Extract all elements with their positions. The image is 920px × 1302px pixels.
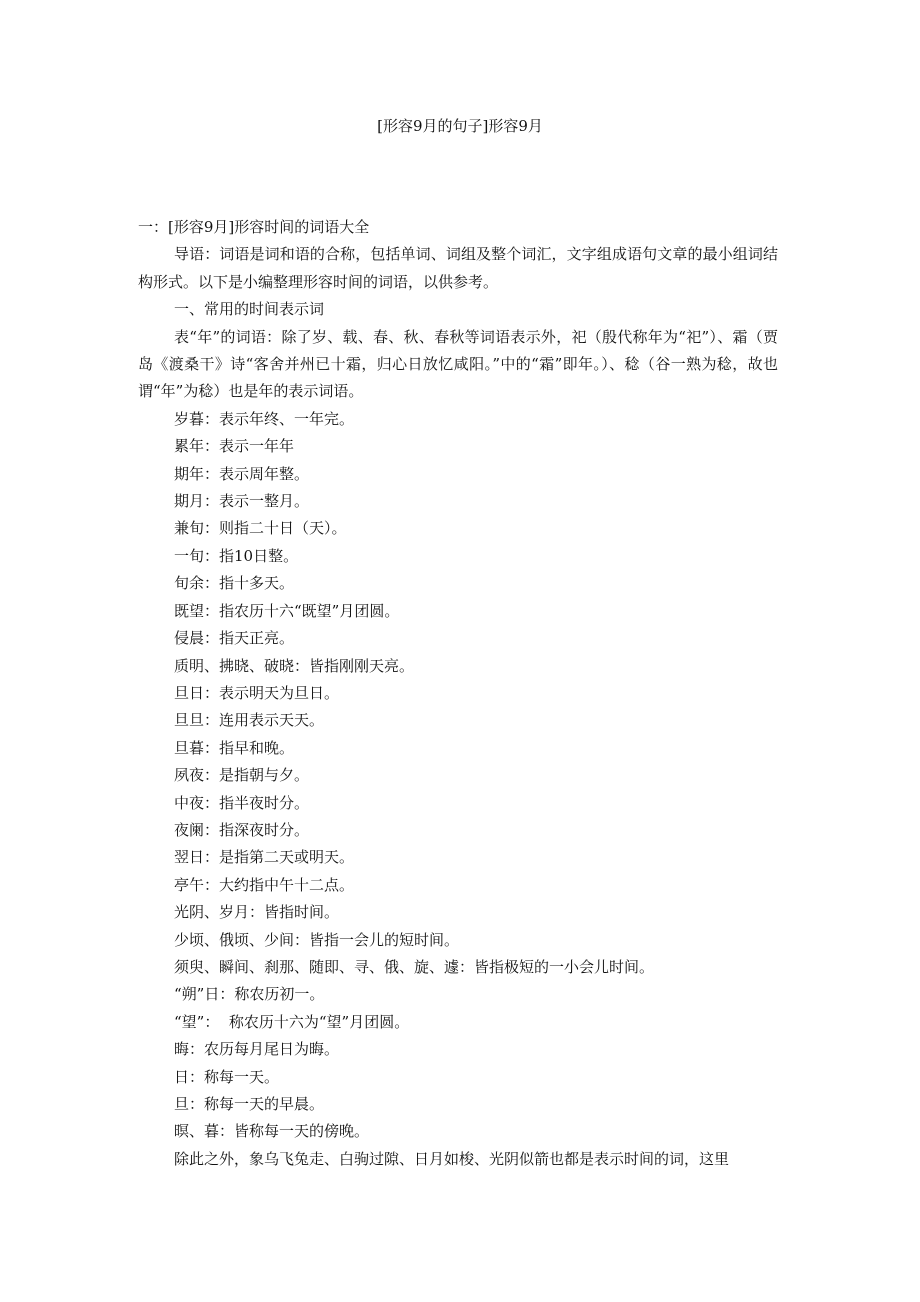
term-entry: 旬余：指十多天。 <box>174 574 295 593</box>
term-entry: 暝、暮：皆称每一天的傍晚。 <box>174 1122 370 1141</box>
term-entry: 质明、拂晓、破晓：皆指刚刚天亮。 <box>174 656 415 675</box>
term-entry: 兼旬：则指二十日（天）。 <box>174 519 347 538</box>
term-entry: 旦暮：指早和晚。 <box>174 738 295 757</box>
document-title: [形容9月的句子]形容9月 <box>377 117 543 135</box>
term-entry: 晦：农历每月尾日为晦。 <box>174 1040 340 1059</box>
section-heading: 一：[形容9月]形容时间的词语大全 <box>138 218 370 236</box>
term-entry: 岁暮：表示年终、一年完。 <box>174 409 355 428</box>
term-entry: 旦旦：连用表示天天。 <box>174 711 325 730</box>
term-entry: 侵晨：指天正亮。 <box>174 629 295 648</box>
subheading: 一、常用的时间表示词 <box>174 300 325 319</box>
term-entry: “朔”日：称农历初一。 <box>174 985 325 1004</box>
term-entry: 亭午：大约指中午十二点。 <box>174 875 355 894</box>
term-entry: 期年：表示周年整。 <box>174 464 310 483</box>
term-entry: 须臾、瞬间、刹那、随即、寻、俄、旋、遽：皆指极短的一小会儿时间。 <box>174 957 655 976</box>
closing-paragraph: 除此之外，象乌飞兔走、白驹过隙、日月如梭、光阴似箭也都是表示时间的词，这里 <box>174 1149 730 1168</box>
term-entry: 光阴、岁月：皆指时间。 <box>174 903 340 922</box>
term-entry: 夜阑：指深夜时分。 <box>174 820 310 839</box>
term-entry: 旦：称每一天的早晨。 <box>174 1095 325 1113</box>
term-entry: 累年：表示一年年 <box>174 437 295 456</box>
term-entry: 一旬：指10日整。 <box>174 546 299 565</box>
term-entry: “望”： 称农历十六为“望”月团圆。 <box>174 1012 410 1031</box>
term-entry: 夙夜：是指朝与夕。 <box>174 766 310 785</box>
term-entry: 少顷、俄顷、少间：皆指一会儿的短时间。 <box>174 930 460 949</box>
term-entry: 期月：表示一整月。 <box>174 492 310 511</box>
term-entry: 中夜：指半夜时分。 <box>174 793 310 812</box>
term-entry: 旦日：表示明天为旦日。 <box>174 683 340 702</box>
intro-paragraph: 导语：词语是词和语的合称，包括单词、词组及整个词汇，文字组成语句文章的最小组词结构形式。以下是小编整理形容时间的词语，以供参考。 <box>138 245 778 291</box>
term-entry: 日：称每一天。 <box>174 1067 280 1086</box>
term-entry: 既望：指农历十六“既望”月团圆。 <box>174 601 400 620</box>
document-body <box>138 214 778 1173</box>
term-entry: 翌日：是指第二天或明天。 <box>174 848 355 867</box>
year-paragraph: 表“年”的词语：除了岁、载、春、秋、春秋等词语表示外，祀（殷代称年为“祀”）、霜（贾岛《渡桑干》诗“客舍并州已十霜，归心日放忆咸阳。”中的“霜”即年。）、稔（谷一熟为稔，故也谓“年”为稔）也是年的表示词语。 <box>138 327 778 401</box>
